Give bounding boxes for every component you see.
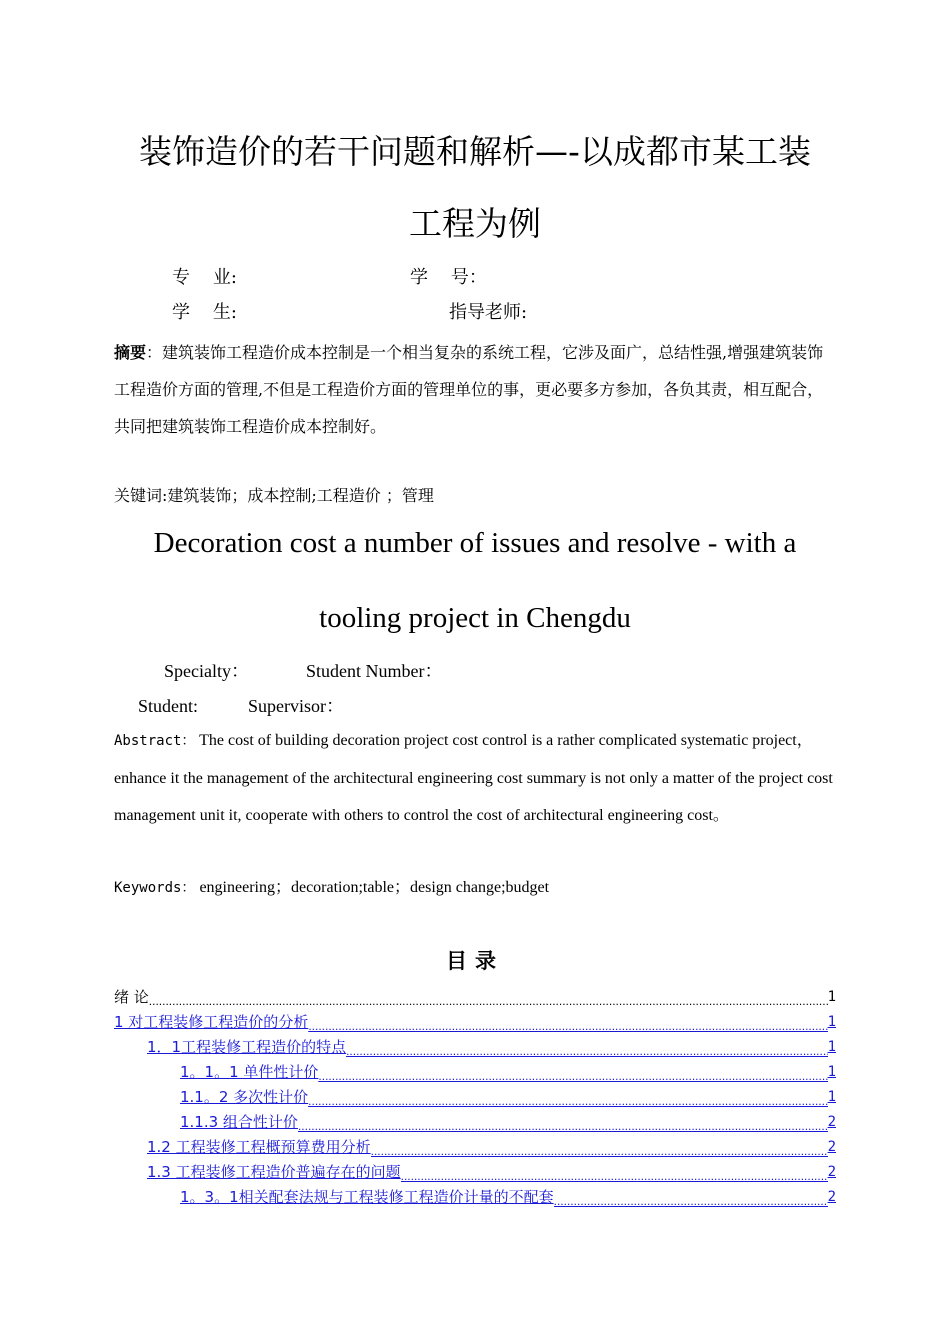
toc-dot-leader (554, 1192, 828, 1210)
specialty-label: Specialty： (164, 661, 249, 681)
toc-entry-page: 1 (827, 1014, 836, 1030)
toc-entry[interactable] (114, 1010, 836, 1035)
toc-entry-page: 2 (827, 1164, 836, 1180)
toc-entry (114, 985, 836, 1010)
chinese-title-line-1: 装饰造价的若干问题和解析—-以成都市某工装 (139, 132, 811, 171)
toc-entry-text: 1.3 工程装修工程造价普遍存在的问题 (147, 1163, 401, 1181)
toc-entry[interactable] (114, 1085, 836, 1110)
toc-dot-leader (346, 1042, 827, 1060)
abstract-english-label: Abstract： (114, 733, 196, 749)
supervisor-label: 指导老师: (449, 302, 528, 323)
toc-entry-text: 1。3。1相关配套法规与工程装修工程造价计量的不配套 (180, 1188, 554, 1206)
student-number-label: 学 号： (410, 267, 487, 288)
toc-entry-text: 1.1。2 多次性计价 (180, 1088, 309, 1106)
toc-entry[interactable] (114, 1035, 836, 1060)
toc-entry-text: 1.1.3 组合性计价 (180, 1113, 298, 1131)
abstract-chinese (114, 334, 834, 445)
major-label: 专 业: (172, 267, 237, 288)
keywords-chinese-label: 关键词 (114, 486, 163, 505)
toc-dot-leader (298, 1117, 828, 1135)
student-number-label-en: Student Number： (306, 661, 443, 681)
student-label: 学 生: (172, 302, 237, 323)
keywords-english-text: engineering；decoration;table；design change;budget (195, 879, 550, 896)
keywords-english (114, 876, 549, 900)
toc-entry[interactable] (114, 1110, 836, 1135)
toc-dot-leader (308, 1017, 827, 1035)
toc-dot-leader (318, 1067, 827, 1085)
toc-entry-page: 2 (827, 1189, 836, 1205)
toc-entry-page: 2 (827, 1139, 836, 1155)
toc-entry-text: 1。1。1 单件性计价 (180, 1063, 319, 1081)
toc-dot-leader (371, 1142, 828, 1160)
student-label-en: Student: (138, 696, 199, 716)
abstract-english-text: The cost of building decoration project cost control is a rather complicated systematic project， enhance it the management of the architectural engineering cost summary is not only a matter of the project cost management unit it, cooperate with others to control the cost of architectural engineering cost。 (114, 732, 833, 824)
toc-title: 目录 (446, 949, 504, 973)
toc-entry-text: 绪 论 (114, 988, 149, 1006)
keywords-english-label: Keywords： (114, 880, 196, 896)
abstract-chinese-label: 摘要 (114, 343, 147, 362)
toc-entry-page: 1 (827, 1089, 836, 1105)
toc-dot-leader (149, 992, 828, 1010)
abstract-chinese-text: ：建筑装饰工程造价成本控制是一个相当复杂的系统工程，它涉及面广，总结性强,增强建筑装饰工程造价方面的管理,不但是工程造价方面的管理单位的事，更必要多方参加，各负其责，相互配合，共同把建筑装饰工程造价成本控制好。 (114, 343, 824, 436)
toc-entry-text: 1 对工程装修工程造价的分析 (114, 1013, 309, 1031)
toc-entry[interactable] (114, 1160, 836, 1185)
toc-dot-leader (401, 1167, 828, 1185)
abstract-english (114, 722, 836, 834)
toc-entry-page: 1 (827, 1039, 836, 1055)
toc-dot-leader (308, 1092, 827, 1110)
toc-entry[interactable] (114, 1185, 836, 1210)
english-title-line-2: tooling project in Chengdu (319, 602, 631, 634)
toc-entry-page: 1 (827, 1064, 836, 1080)
toc-entry-page: 2 (827, 1114, 836, 1130)
supervisor-label-en: Supervisor： (248, 696, 344, 716)
english-title-line-1: Decoration cost a number of issues and resolve - with a (153, 527, 797, 559)
toc-entry-page: 1 (827, 989, 836, 1005)
toc-entry-text: 1.2 工程装修工程概预算费用分析 (147, 1138, 371, 1156)
toc-entry[interactable] (114, 1060, 836, 1085)
toc-entry[interactable] (114, 1135, 836, 1160)
keywords-chinese (114, 484, 434, 508)
table-of-contents (114, 985, 836, 1210)
keywords-chinese-text: :建筑装饰；成本控制;工程造价 ；管理 (162, 486, 434, 505)
chinese-title-line-2: 工程为例 (409, 204, 541, 243)
toc-entry-text: 1．1工程装修工程造价的特点 (147, 1038, 347, 1056)
